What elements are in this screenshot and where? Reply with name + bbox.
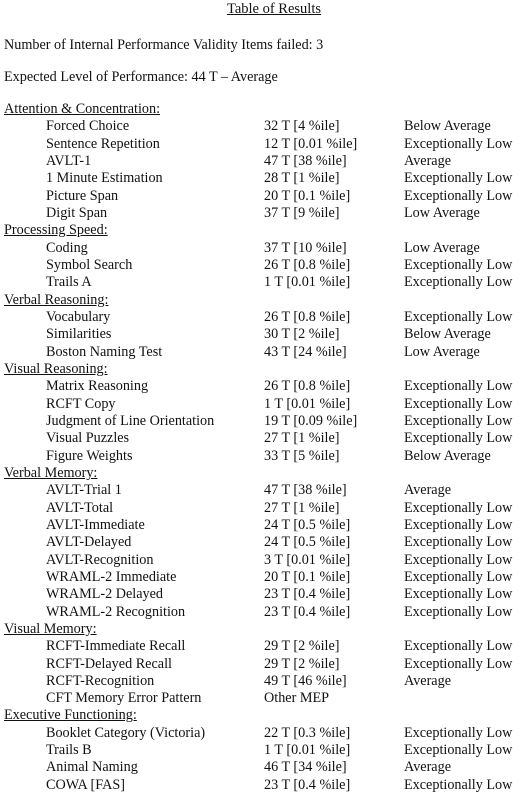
section-heading-label: Verbal Reasoning: <box>4 291 109 308</box>
test-score: 37 T [10 %ile] <box>264 239 347 256</box>
test-name: RCFT-Immediate Recall <box>46 638 186 655</box>
test-score: 32 T [4 %ile] <box>264 118 340 135</box>
table-row <box>0 136 520 153</box>
test-name: Sentence Repetition <box>46 135 160 152</box>
performance-level: Exceptionally Low <box>404 534 513 551</box>
test-name: Matrix Reasoning <box>46 378 149 395</box>
test-name: COWA [FAS] <box>46 776 125 793</box>
performance-level: Exceptionally Low <box>404 776 513 793</box>
table-row <box>0 759 520 776</box>
test-score: 1 T [0.01 %ile] <box>264 742 351 759</box>
table-row <box>0 118 520 135</box>
test-score: 22 T [0.3 %ile] <box>264 724 351 741</box>
test-score: 26 T [0.8 %ile] <box>264 256 351 273</box>
performance-level: Exceptionally Low <box>404 256 513 273</box>
test-name: Coding <box>46 239 88 256</box>
performance-level: Exceptionally Low <box>404 655 513 672</box>
performance-level: Exceptionally Low <box>404 274 513 291</box>
performance-level: Exceptionally Low <box>404 378 513 395</box>
test-score: 1 T [0.01 %ile] <box>264 395 351 412</box>
test-score: 47 T [38 %ile] <box>264 482 347 499</box>
performance-level: Exceptionally Low <box>404 395 513 412</box>
table-row <box>0 482 520 499</box>
performance-level: Exceptionally Low <box>404 551 513 568</box>
section-heading-label: Verbal Memory: <box>4 464 98 481</box>
table-row <box>0 430 520 447</box>
table-row <box>0 552 520 569</box>
table-row <box>0 413 520 430</box>
test-name: Similarities <box>46 326 112 343</box>
test-name: Figure Weights <box>46 447 133 464</box>
performance-level: Below Average <box>404 118 491 135</box>
test-score: 28 T [1 %ile] <box>264 170 340 187</box>
test-name: Vocabulary <box>46 308 111 325</box>
performance-level: Exceptionally Low <box>404 724 513 741</box>
section-heading <box>0 292 520 309</box>
performance-level: Below Average <box>404 447 491 464</box>
performance-level: Exceptionally Low <box>404 187 513 204</box>
test-score: 29 T [2 %ile] <box>264 655 340 672</box>
table-row <box>0 344 520 361</box>
test-score: Other MEP <box>264 690 330 707</box>
table-row <box>0 396 520 413</box>
test-name: AVLT-Recognition <box>46 551 154 568</box>
table-row <box>0 448 520 465</box>
test-name: Digit Span <box>46 204 108 221</box>
test-name: RCFT-Delayed Recall <box>46 655 172 672</box>
test-name: RCFT Copy <box>46 395 116 412</box>
table-row <box>0 604 520 621</box>
performance-level: Exceptionally Low <box>404 638 513 655</box>
results-table <box>0 101 520 794</box>
test-score: 46 T [34 %ile] <box>264 759 347 776</box>
performance-level: Exceptionally Low <box>404 568 513 585</box>
test-score: 24 T [0.5 %ile] <box>264 534 351 551</box>
table-row <box>0 240 520 257</box>
test-score: 1 T [0.01 %ile] <box>264 274 351 291</box>
test-name: Visual Puzzles <box>46 430 130 447</box>
performance-level: Low Average <box>404 239 480 256</box>
test-name: AVLT-Trial 1 <box>46 482 122 499</box>
table-row <box>0 534 520 551</box>
table-row <box>0 517 520 534</box>
table-row <box>0 586 520 603</box>
performance-level: Average <box>404 759 451 776</box>
table-row <box>0 257 520 274</box>
test-score: 26 T [0.8 %ile] <box>264 378 351 395</box>
test-score: 19 T [0.09 %ile] <box>264 412 358 429</box>
test-name: Animal Naming <box>46 759 138 776</box>
table-row <box>0 725 520 742</box>
performance-level: Below Average <box>404 326 491 343</box>
table-row <box>0 153 520 170</box>
table-row <box>0 742 520 759</box>
table-row <box>0 777 520 794</box>
test-score: 49 T [46 %ile] <box>264 672 347 689</box>
performance-level: Average <box>404 482 451 499</box>
test-name: WRAML-2 Delayed <box>46 586 164 603</box>
table-row <box>0 569 520 586</box>
section-heading <box>0 707 520 724</box>
test-score: 47 T [38 %ile] <box>264 152 347 169</box>
test-score: 27 T [1 %ile] <box>264 499 340 516</box>
test-name: 1 Minute Estimation <box>46 170 163 187</box>
table-row <box>0 673 520 690</box>
performance-level: Average <box>404 672 451 689</box>
table-row <box>0 690 520 707</box>
test-name: Trails B <box>46 742 92 759</box>
test-name: AVLT-Total <box>46 499 114 516</box>
validity-items-line: Number of Internal Performance Validity Items failed: 3 <box>4 37 324 53</box>
performance-level: Exceptionally Low <box>404 516 513 533</box>
performance-level: Exceptionally Low <box>404 135 513 152</box>
table-row <box>0 274 520 291</box>
test-name: AVLT-1 <box>46 152 92 169</box>
table-row <box>0 205 520 222</box>
performance-level: Exceptionally Low <box>404 742 513 759</box>
table-row <box>0 638 520 655</box>
test-score: 27 T [1 %ile] <box>264 430 340 447</box>
test-name: WRAML-2 Recognition <box>46 603 186 620</box>
test-name: Forced Choice <box>46 118 130 135</box>
test-name: Picture Span <box>46 187 119 204</box>
table-row <box>0 326 520 343</box>
section-heading-label: Processing Speed: <box>4 222 108 239</box>
test-score: 23 T [0.4 %ile] <box>264 603 351 620</box>
section-heading <box>0 361 520 378</box>
performance-level: Exceptionally Low <box>404 603 513 620</box>
expected-performance-line: Expected Level of Performance: 44 T – Average <box>4 69 278 85</box>
performance-level: Exceptionally Low <box>404 170 513 187</box>
test-score: 23 T [0.4 %ile] <box>264 586 351 603</box>
test-score: 30 T [2 %ile] <box>264 326 340 343</box>
test-score: 20 T [0.1 %ile] <box>264 187 351 204</box>
test-score: 23 T [0.4 %ile] <box>264 776 351 793</box>
table-row <box>0 378 520 395</box>
test-score: 12 T [0.01 %ile] <box>264 135 358 152</box>
section-heading-label: Visual Reasoning: <box>4 360 108 377</box>
test-score: 43 T [24 %ile] <box>264 343 347 360</box>
performance-level: Exceptionally Low <box>404 412 513 429</box>
section-heading-label: Attention & Concentration: <box>4 101 161 117</box>
table-row <box>0 170 520 187</box>
performance-level: Exceptionally Low <box>404 499 513 516</box>
test-score: 24 T [0.5 %ile] <box>264 516 351 533</box>
performance-level: Exceptionally Low <box>404 308 513 325</box>
test-name: AVLT-Immediate <box>46 516 145 533</box>
test-score: 29 T [2 %ile] <box>264 638 340 655</box>
test-name: Judgment of Line Orientation <box>46 412 215 429</box>
table-row <box>0 656 520 673</box>
section-heading-label: Visual Memory: <box>4 620 97 637</box>
table-row <box>0 309 520 326</box>
section-heading <box>0 465 520 482</box>
performance-level: Low Average <box>404 204 480 221</box>
table-row <box>0 188 520 205</box>
test-name: Symbol Search <box>46 256 133 273</box>
performance-level: Exceptionally Low <box>404 586 513 603</box>
table-row <box>0 500 520 517</box>
performance-level: Low Average <box>404 343 480 360</box>
test-score: 3 T [0.01 %ile] <box>264 551 351 568</box>
section-heading <box>0 621 520 638</box>
test-name: Boston Naming Test <box>46 343 163 360</box>
test-name: CFT Memory Error Pattern <box>46 690 202 707</box>
test-name: RCFT-Recognition <box>46 672 155 689</box>
test-score: 37 T [9 %ile] <box>264 204 340 221</box>
test-name: Booklet Category (Victoria) <box>46 724 206 741</box>
test-score: 33 T [5 %ile] <box>264 447 340 464</box>
test-name: WRAML-2 Immediate <box>46 568 177 585</box>
test-score: 20 T [0.1 %ile] <box>264 568 351 585</box>
test-score: 26 T [0.8 %ile] <box>264 308 351 325</box>
section-heading <box>0 222 520 239</box>
section-heading-label: Executive Functioning: <box>4 707 137 724</box>
performance-level: Exceptionally Low <box>404 430 513 447</box>
performance-level: Average <box>404 152 451 169</box>
test-name: Trails A <box>46 274 92 291</box>
section-heading <box>0 101 520 118</box>
test-name: AVLT-Delayed <box>46 534 132 551</box>
document-title: Table of Results <box>226 1 322 17</box>
